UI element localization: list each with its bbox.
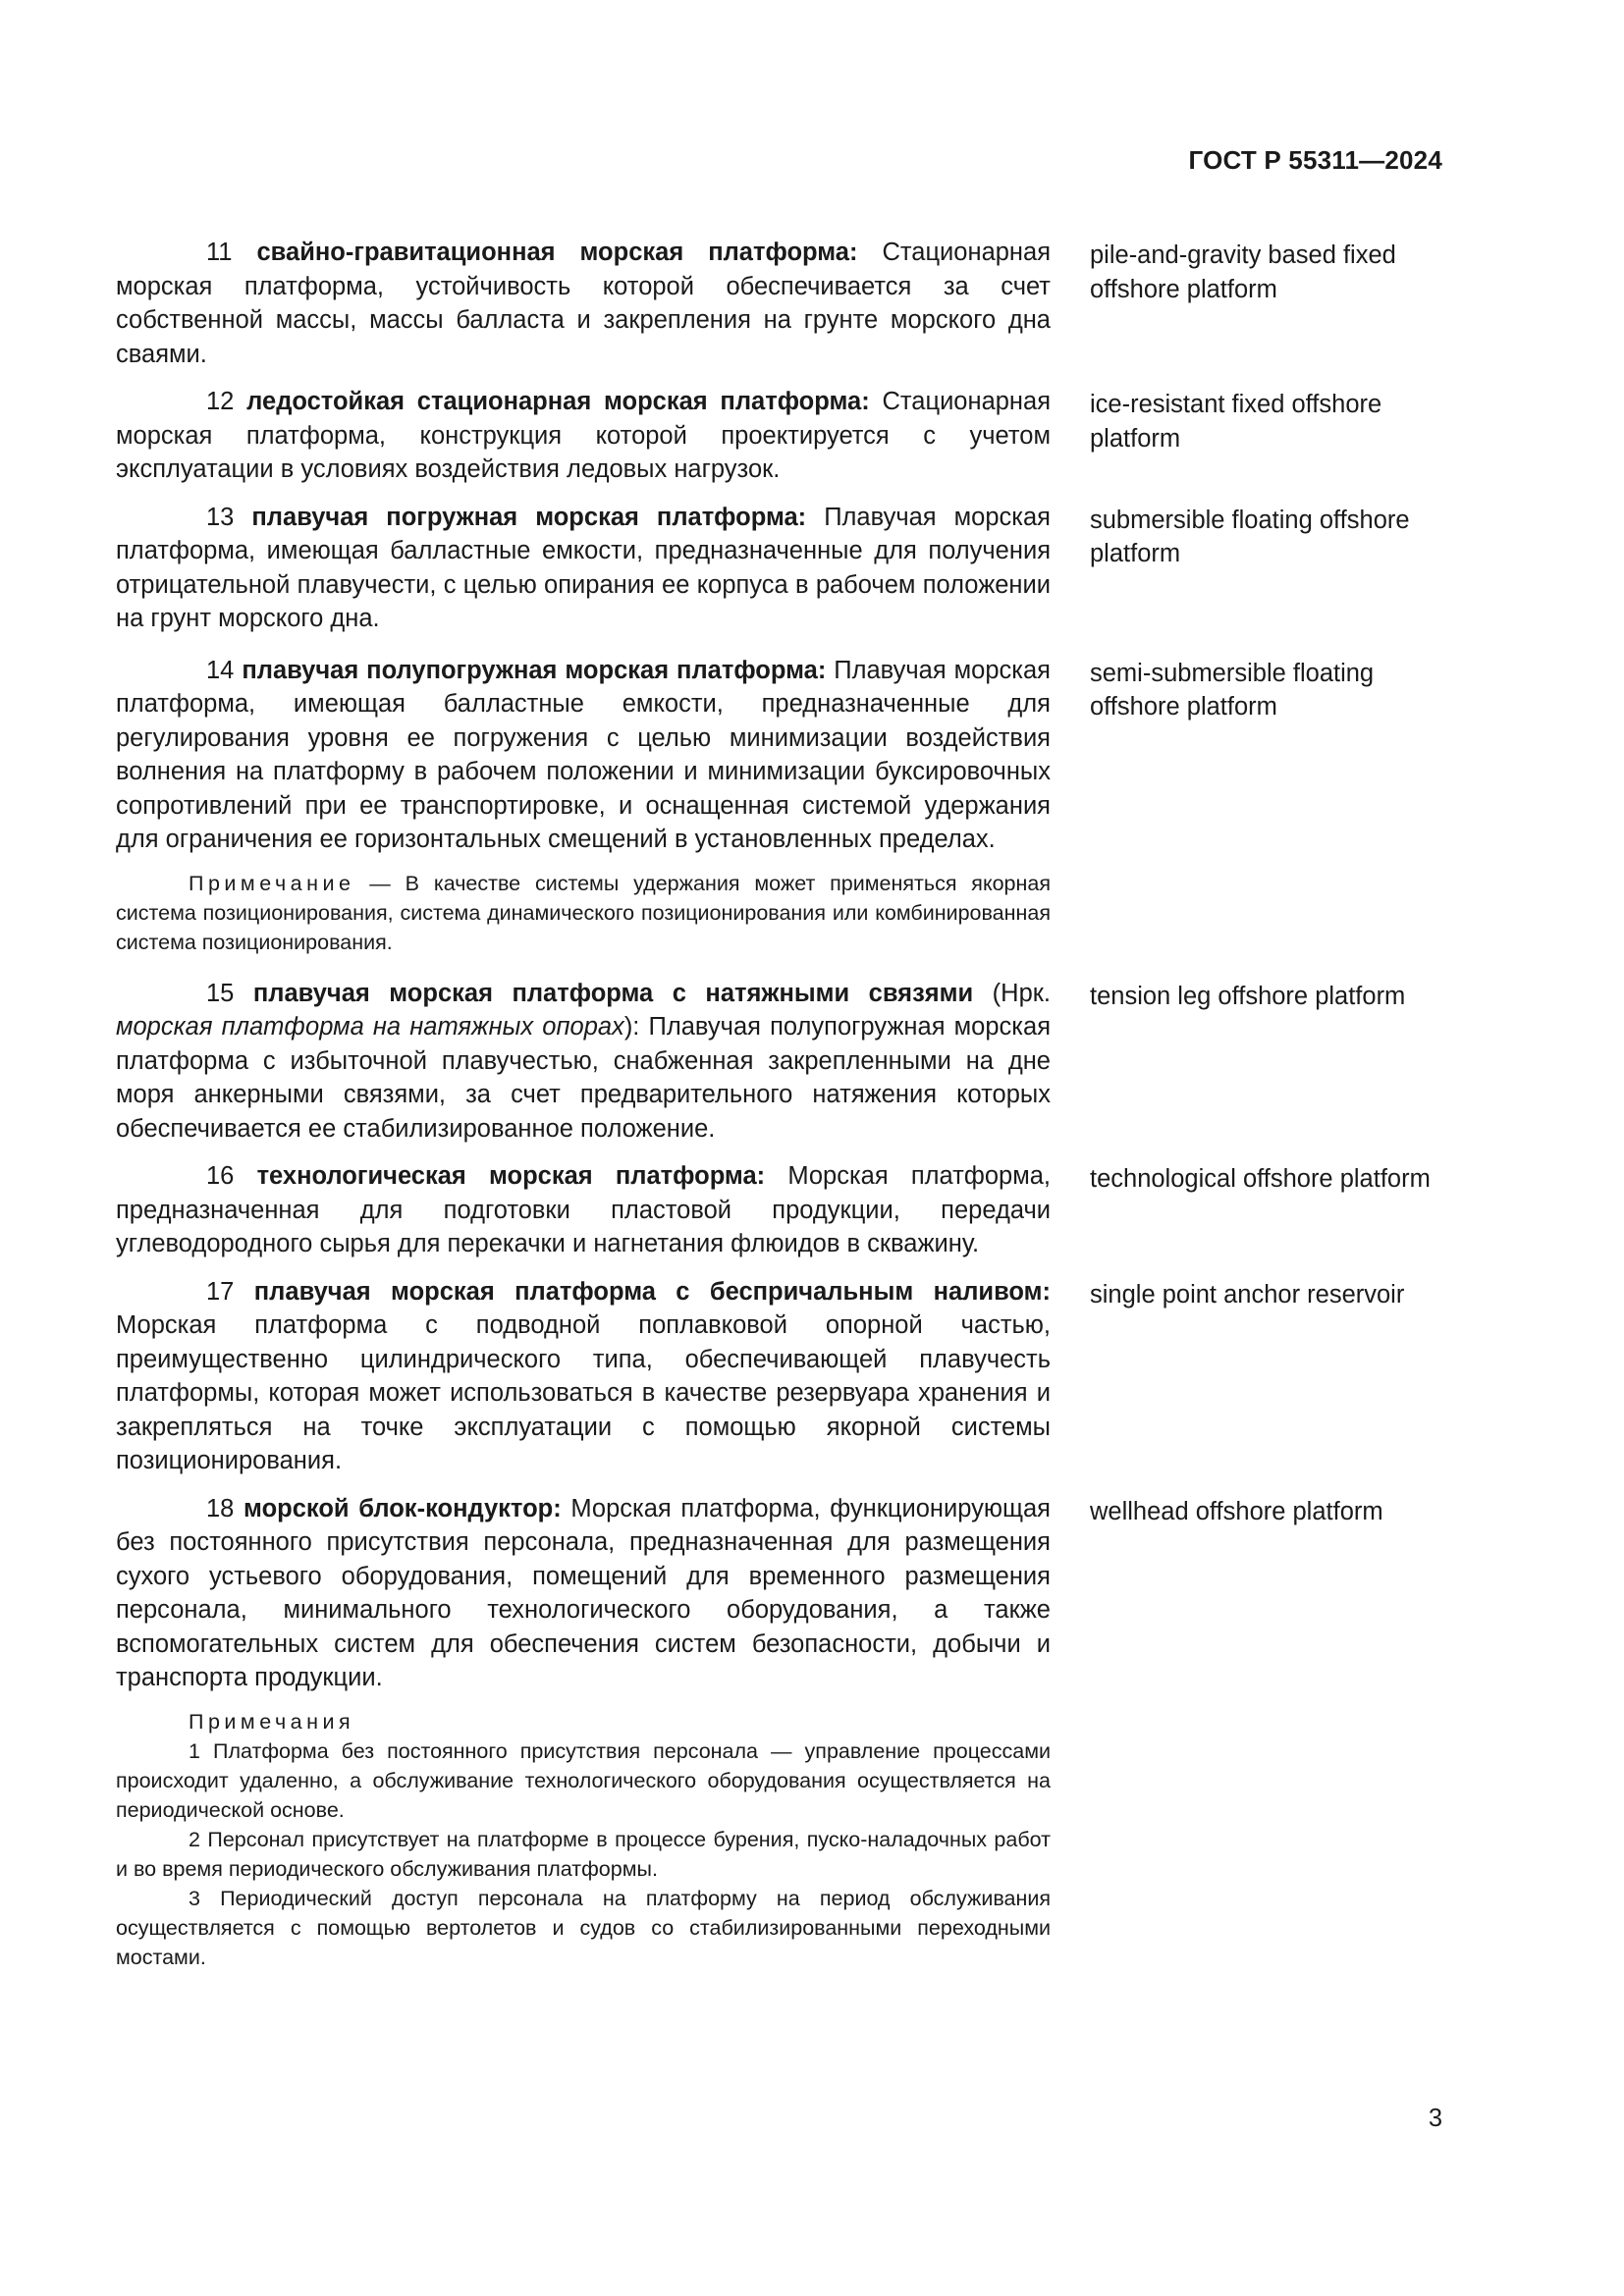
term-entry-17 [116, 1275, 1451, 1478]
term-number: 18 [206, 1494, 235, 1522]
term-name: плавучая морская платформа с натяжными связями [252, 979, 974, 1007]
term-name: плавучая погружная морская платформа: [251, 503, 807, 531]
document-header: ГОСТ Р 55311—2024 [1188, 145, 1442, 175]
term-name: плавучая морская платформа с беспричальным наливом: [253, 1277, 1051, 1306]
term-entry-18 [116, 1492, 1451, 1695]
english-equivalent: ice-resistant fixed offshore platform [1090, 391, 1382, 453]
term-definition [116, 385, 1051, 487]
term-entry-13 [116, 501, 1451, 636]
term-name: свайно-гравитационная морская платформа: [256, 239, 858, 266]
english-equivalent: wellhead offshore platform [1090, 1497, 1383, 1525]
term-definition [116, 236, 1051, 371]
term-definition [116, 977, 1051, 1147]
notes-18 [116, 1707, 1051, 1972]
term-definition [116, 1159, 1051, 1261]
term-number: 12 [206, 388, 235, 415]
term-text: Морская платформа, функционирующая без постоянного присутствия персонала, предназначенная для размещения сухого устьевого оборудования, помещений для временного размещения персонала, минимального технологического оборудования, а также вспомогательных систем для обеспечения систем безопасности, добычи и транспорта продукции. [116, 1494, 1051, 1691]
term-text: Морская платформа с подводной поплавковой опорной частью, преимущественно цилиндрического типа, обеспечивающей плавучесть платформы, которая может использоваться в качестве резервуара хранения и закрепляться на точке эксплуатации с помощью якорной системы позиционирования. [116, 1311, 1051, 1474]
term-text: Плавучая морская платформа, имеющая балластные емкости, предназначенные для получения отрицательной плавучести, с целью опирания ее корпуса в рабочем положении на грунт морского дна. [116, 503, 1051, 632]
term-name: плавучая полупогружная морская платформа: [242, 656, 827, 684]
note-item: 2 Персонал присутствует на платформе в процессе бурения, пуско-наладочных работ и во время периодического обслуживания платформы. [116, 1827, 1051, 1881]
term-definition [116, 501, 1051, 636]
alt-term: морская платформа на натяжных опорах [116, 1013, 624, 1041]
term-number: 16 [206, 1162, 235, 1190]
term-number: 14 [206, 656, 235, 684]
english-equivalent: single point anchor reservoir [1090, 1280, 1405, 1308]
term-name: технологическая морская платформа: [256, 1162, 766, 1190]
term-number: 13 [206, 503, 235, 531]
english-equivalent: submersible floating offshore platform [1090, 506, 1410, 567]
term-text: Морская платформа, предназначенная для подготовки пластовой продукции, передачи углеводородного сырья для перекачки и нагнетания флюидов в скважину. [116, 1162, 1051, 1257]
english-equivalent: semi-submersible floating offshore platform [1090, 659, 1375, 721]
term-text: Стационарная морская платформа, устойчивость которой обеспечивается за счет собственной массы, массы балласта и закрепления на грунте морского дна сваями. [116, 239, 1051, 368]
term-number: 17 [206, 1277, 235, 1306]
term-name: ледостойкая стационарная морская платформа: [246, 388, 870, 415]
term-entry-12 [116, 385, 1451, 487]
english-equivalent: tension leg offshore platform [1090, 982, 1406, 1010]
english-equivalent: pile-and-gravity based fixed offshore platform [1090, 241, 1396, 303]
terms-list [116, 236, 1451, 1972]
term-text: ): Плавучая полупогружная морская платформа с избыточной плавучестью, снабженная закрепленными на дне моря анкерными связями, за счет предварительного натяжения которых обеспечивается ее стабилизированное положение. [116, 1013, 1051, 1143]
term-name: морской блок-кондуктор: [244, 1494, 562, 1522]
page-number: 3 [1428, 2105, 1442, 2132]
term-entry-14 [116, 654, 1451, 857]
term-number: 11 [206, 239, 233, 266]
term-entry-11 [116, 236, 1451, 371]
term-pre-alt: (Нрк. [973, 979, 1052, 1007]
note-14 [116, 869, 1051, 957]
note-label: Примечание [189, 871, 355, 895]
notes-label: Примечания [189, 1709, 355, 1734]
term-text: Плавучая морская платформа, имеющая балластные емкости, предназначенные для регулирования уровня ее погружения с целью минимизации воздействия волнения на платформу в рабочем положении и минимизации буксировочных сопротивлений при ее транспортировке, и оснащенная системой удержания для ограничения ее горизонтальных смещений в установленных пределах. [116, 656, 1051, 853]
note-text: — В качестве системы удержания может применяться якорная система позиционирования, система динамического позиционирования или комбинированная система позиционирования. [116, 871, 1051, 954]
note-item: 1 Платформа без постоянного присутствия персонала — управление процессами происходит удаленно, а обслуживание технологического оборудования осуществляется на периодической основе. [116, 1738, 1051, 1822]
term-entry-16 [116, 1159, 1451, 1261]
term-entry-15 [116, 977, 1451, 1147]
term-definition [116, 1275, 1051, 1478]
term-definition [116, 1492, 1051, 1695]
term-text: Стационарная морская платформа, конструкция которой проектируется с учетом эксплуатации в условиях воздействия ледовых нагрузок. [116, 388, 1052, 483]
note-item: 3 Периодический доступ персонала на платформу на период обслуживания осуществляется с помощью вертолетов и судов со стабилизированными переходными мостами. [116, 1886, 1051, 1969]
term-number: 15 [206, 979, 235, 1007]
english-equivalent: technological offshore platform [1090, 1165, 1431, 1193]
term-definition [116, 654, 1051, 857]
